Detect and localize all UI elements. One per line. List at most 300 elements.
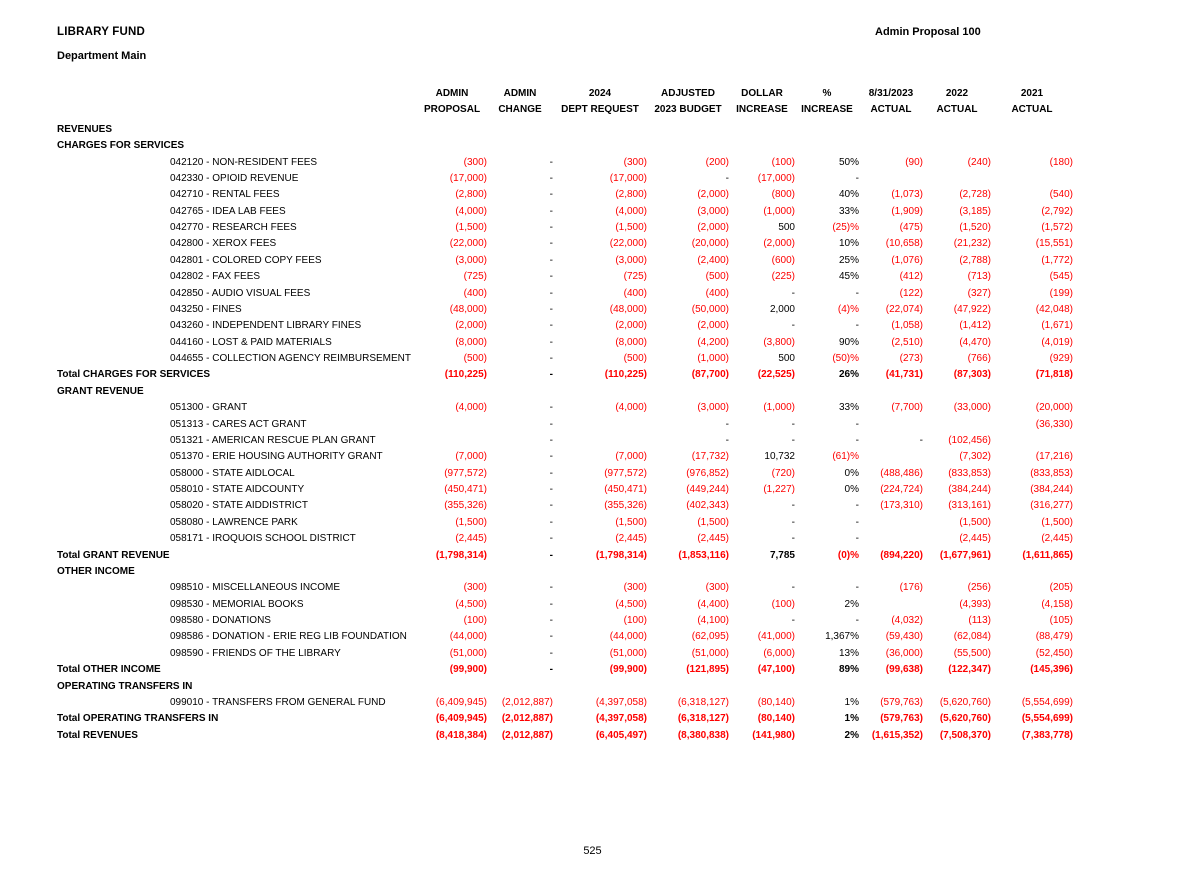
account-row — [57, 399, 1073, 415]
cell-value — [991, 563, 1073, 579]
account-label: 058080 - LAWRENCE PARK — [170, 516, 298, 528]
cell-value — [991, 170, 1073, 186]
cell-value: (449,244) — [686, 484, 729, 496]
account-row — [57, 203, 1073, 219]
cell-value: 33% — [838, 205, 859, 217]
account-row — [57, 334, 1073, 350]
cell-value: (3,000) — [615, 254, 647, 266]
account-label: OPERATING TRANSFERS IN — [57, 680, 193, 692]
cell-value: (1,000) — [697, 353, 729, 365]
cell-value: (36,000) — [885, 647, 923, 659]
account-label: 042802 - FAX FEES — [170, 271, 261, 283]
cell-value: (313,161) — [948, 500, 991, 512]
cell-value: (579,763) — [880, 696, 923, 708]
column-header: 2022 ACTUAL — [936, 88, 978, 116]
cell-value: - — [549, 467, 553, 479]
cell-value: (80,140) — [757, 713, 795, 725]
cell-value: (579,763) — [880, 713, 923, 725]
cell-value — [729, 563, 795, 579]
cell-value: (52,450) — [1035, 647, 1073, 659]
cell-value — [795, 678, 859, 694]
cell-value: (713) — [967, 271, 991, 283]
cell-value: (4)% — [837, 303, 859, 315]
cell-value — [729, 678, 795, 694]
cell-value: (1,500) — [455, 222, 487, 234]
cell-value: (1,500) — [959, 516, 991, 528]
cell-value: - — [919, 434, 923, 446]
cell-value: (1,412) — [959, 320, 991, 332]
account-label: 042765 - IDEA LAB FEES — [170, 205, 286, 217]
account-label: 042330 - OPIOID REVENUE — [170, 172, 299, 184]
cell-value: - — [549, 549, 553, 561]
cell-value: (6,405,497) — [595, 729, 647, 741]
cell-value: (5,620,760) — [939, 713, 991, 725]
cell-value: 1% — [844, 696, 859, 708]
cell-value — [553, 563, 647, 579]
account-label: 058020 - STATE AIDDISTRICT — [170, 500, 309, 512]
cell-value: (500) — [463, 353, 487, 365]
cell-value — [923, 416, 991, 432]
cell-value: - — [549, 189, 553, 201]
cell-value: (2,510) — [891, 336, 923, 348]
cell-value: (475) — [899, 222, 923, 234]
cell-value: (1,772) — [1041, 254, 1073, 266]
cell-value — [647, 563, 729, 579]
account-label: 042800 - XEROX FEES — [170, 238, 277, 250]
cell-value: - — [549, 287, 553, 299]
cell-value — [859, 563, 923, 579]
cell-value: (4,393) — [959, 598, 991, 610]
cell-value: - — [855, 582, 859, 594]
cell-value: 2% — [844, 729, 859, 741]
cell-value: (4,200) — [697, 336, 729, 348]
cell-value: (21,232) — [953, 238, 991, 250]
section-header-row — [57, 121, 1073, 137]
cell-value — [553, 416, 647, 432]
cell-value: (1,073) — [891, 189, 923, 201]
account-row — [57, 612, 1073, 628]
cell-value: (4,000) — [615, 402, 647, 414]
cell-value: (224,724) — [880, 484, 923, 496]
cell-value: - — [855, 418, 859, 430]
cell-value: (720) — [771, 467, 795, 479]
cell-value: - — [855, 615, 859, 627]
cell-value: 500 — [778, 222, 795, 234]
cell-value: (51,000) — [449, 647, 487, 659]
cell-value: (2,792) — [1041, 205, 1073, 217]
cell-value: (2,000) — [455, 320, 487, 332]
column-header: 2024 DEPT REQUEST — [561, 88, 639, 116]
cell-value: (8,000) — [615, 336, 647, 348]
cell-value — [417, 383, 487, 399]
cell-value: (6,409,945) — [435, 696, 487, 708]
cell-value: 50% — [838, 156, 859, 168]
cell-value: (8,000) — [455, 336, 487, 348]
cell-value: (1,611,865) — [1022, 549, 1073, 561]
cell-value: - — [725, 172, 729, 184]
cell-value: 1,367% — [825, 631, 859, 643]
cell-value: (20,000) — [1035, 402, 1073, 414]
cell-value — [417, 563, 487, 579]
cell-value: - — [549, 500, 553, 512]
cell-value: (51,000) — [609, 647, 647, 659]
cell-value: - — [549, 664, 553, 676]
cell-value: (48,000) — [609, 303, 647, 315]
cell-value — [859, 514, 923, 530]
cell-value: (36,330) — [1035, 418, 1073, 430]
cell-value: (7,302) — [959, 451, 991, 463]
cell-value — [417, 432, 487, 448]
cell-value: (145,396) — [1030, 664, 1073, 676]
section-header-row — [57, 137, 1073, 153]
admin-proposal-label: Admin Proposal 100 — [875, 26, 981, 38]
cell-value: (500) — [623, 353, 647, 365]
cell-value: (225) — [771, 271, 795, 283]
cell-value: (47,922) — [953, 303, 991, 315]
cell-value: (800) — [771, 189, 795, 201]
cell-value: (256) — [967, 582, 991, 594]
cell-value: (6,000) — [763, 647, 795, 659]
cell-value: (7,508,370) — [939, 729, 991, 741]
account-row — [57, 317, 1073, 333]
total-row — [57, 661, 1073, 677]
cell-value: (1,500) — [1041, 516, 1073, 528]
cell-value: 45% — [838, 271, 859, 283]
account-row — [57, 514, 1073, 530]
cell-value — [553, 121, 647, 137]
cell-value: (99,900) — [449, 664, 487, 676]
account-label: 051370 - ERIE HOUSING AUTHORITY GRANT — [170, 451, 383, 463]
cell-value: (316,277) — [1030, 500, 1073, 512]
column-header: ADMIN PROPOSAL — [423, 88, 481, 116]
cell-value — [487, 121, 553, 137]
cell-value — [553, 678, 647, 694]
cell-value: - — [855, 172, 859, 184]
cell-value — [859, 383, 923, 399]
cell-value: (2,012,887) — [501, 713, 553, 725]
cell-value: (7,383,778) — [1021, 729, 1073, 741]
cell-value: - — [855, 320, 859, 332]
cell-value: (10,658) — [885, 238, 923, 250]
cell-value — [859, 678, 923, 694]
cell-value — [859, 121, 923, 137]
cell-value: 33% — [838, 402, 859, 414]
cell-value: (22,000) — [609, 238, 647, 250]
cell-value: (100) — [463, 615, 487, 627]
cell-value: (59,430) — [885, 631, 923, 643]
cell-value: (100) — [771, 598, 795, 610]
account-row — [57, 481, 1073, 497]
cell-value: - — [549, 631, 553, 643]
cell-value: (44,000) — [449, 631, 487, 643]
cell-value: (977,572) — [444, 467, 487, 479]
cell-value: (300) — [463, 156, 487, 168]
cell-value: (100) — [623, 615, 647, 627]
cell-value — [991, 121, 1073, 137]
cell-value: (600) — [771, 254, 795, 266]
cell-value: - — [549, 582, 553, 594]
cell-value: (1,500) — [697, 516, 729, 528]
cell-value: (2,445) — [697, 533, 729, 545]
cell-value: (300) — [705, 582, 729, 594]
cell-value: (300) — [463, 582, 487, 594]
total-row — [57, 727, 1073, 743]
cell-value: (4,100) — [697, 615, 729, 627]
cell-value: (87,700) — [691, 369, 729, 381]
cell-value: (88,479) — [1035, 631, 1073, 643]
account-row — [57, 268, 1073, 284]
cell-value: (400) — [623, 287, 647, 299]
cell-value: - — [855, 516, 859, 528]
cell-value: - — [549, 402, 553, 414]
column-header: % INCREASE — [801, 88, 853, 116]
cell-value: (1,000) — [763, 402, 795, 414]
cell-value: (22,074) — [885, 303, 923, 315]
cell-value: (80,140) — [757, 696, 795, 708]
cell-value — [991, 678, 1073, 694]
cell-value: - — [549, 451, 553, 463]
cell-value: - — [791, 582, 795, 594]
cell-value: (273) — [899, 353, 923, 365]
cell-value — [487, 383, 553, 399]
cell-value: (122,347) — [948, 664, 991, 676]
section-header-row — [57, 678, 1073, 694]
cell-value: (3,000) — [697, 205, 729, 217]
cell-value: (1,058) — [891, 320, 923, 332]
account-label: 043260 - INDEPENDENT LIBRARY FINES — [170, 320, 362, 332]
cell-value: - — [791, 615, 795, 627]
page-number: 525 — [583, 845, 602, 857]
cell-value: (1,000) — [763, 205, 795, 217]
cell-value: (33,000) — [953, 402, 991, 414]
cell-value: (450,471) — [444, 484, 487, 496]
account-row — [57, 235, 1073, 251]
cell-value: (7,000) — [455, 451, 487, 463]
cell-value — [923, 383, 991, 399]
cell-value: (1,520) — [959, 222, 991, 234]
cell-value: (412) — [899, 271, 923, 283]
account-label: 058010 - STATE AIDCOUNTY — [170, 484, 305, 496]
account-label: Total GRANT REVENUE — [57, 549, 170, 561]
total-row — [57, 710, 1073, 726]
cell-value: (545) — [1049, 271, 1073, 283]
cell-value — [923, 170, 991, 186]
cell-value: (4,000) — [455, 205, 487, 217]
cell-value — [923, 137, 991, 153]
cell-value: - — [791, 418, 795, 430]
cell-value: - — [791, 287, 795, 299]
cell-value: (50)% — [832, 353, 859, 365]
cell-value: (384,244) — [1030, 484, 1073, 496]
cell-value: (61)% — [832, 451, 859, 463]
cell-value: - — [855, 533, 859, 545]
cell-value: (300) — [623, 156, 647, 168]
cell-value: (833,853) — [948, 467, 991, 479]
column-header: ADJUSTED 2023 BUDGET — [654, 88, 722, 116]
account-row — [57, 432, 1073, 448]
cell-value: (110,225) — [604, 369, 647, 381]
account-label: GRANT REVENUE — [57, 385, 144, 397]
cell-value: (1,798,314) — [435, 549, 487, 561]
cell-value — [795, 383, 859, 399]
cell-value: (113) — [968, 615, 991, 627]
cell-value: (4,158) — [1041, 598, 1073, 610]
cell-value — [859, 170, 923, 186]
cell-value: (500) — [705, 271, 729, 283]
cell-value: (402,343) — [686, 500, 729, 512]
account-row — [57, 645, 1073, 661]
cell-value: (2,000) — [763, 238, 795, 250]
cell-value: (105) — [1049, 615, 1073, 627]
account-label: REVENUES — [57, 123, 113, 135]
account-label: Total REVENUES — [57, 729, 138, 741]
cell-value: (2,788) — [959, 254, 991, 266]
cell-value: (1,500) — [615, 222, 647, 234]
cell-value: (4,500) — [615, 598, 647, 610]
cell-value — [859, 596, 923, 612]
cell-value: (2,445) — [615, 533, 647, 545]
cell-value: 89% — [838, 664, 859, 676]
cell-value: (17,216) — [1035, 451, 1073, 463]
account-label: 058000 - STATE AIDLOCAL — [170, 467, 295, 479]
cell-value — [647, 137, 729, 153]
column-header: DOLLAR INCREASE — [736, 88, 788, 116]
cell-value — [487, 678, 553, 694]
cell-value: (22,525) — [757, 369, 795, 381]
cell-value: (2,000) — [697, 222, 729, 234]
cell-value: (4,019) — [1041, 336, 1073, 348]
account-row — [57, 448, 1073, 464]
cell-value: (4,500) — [455, 598, 487, 610]
cell-value — [417, 137, 487, 153]
department-subtitle: Department Main — [57, 50, 147, 62]
cell-value: (725) — [463, 271, 487, 283]
cell-value: (176) — [899, 582, 923, 594]
cell-value: 90% — [838, 336, 859, 348]
cell-value: (121,895) — [686, 664, 729, 676]
account-label: 042770 - RESEARCH FEES — [170, 222, 297, 234]
cell-value: (929) — [1049, 353, 1073, 365]
cell-value: (2,000) — [697, 189, 729, 201]
account-label: Total OTHER INCOME — [57, 664, 161, 676]
cell-value: - — [855, 287, 859, 299]
cell-value: - — [791, 516, 795, 528]
cell-value: (102,456) — [948, 434, 991, 446]
cell-value: 10,732 — [764, 451, 795, 463]
cell-value: - — [549, 205, 553, 217]
cell-value: - — [549, 336, 553, 348]
account-row — [57, 350, 1073, 366]
cell-value: (400) — [705, 287, 729, 299]
cell-value — [729, 137, 795, 153]
cell-value — [923, 563, 991, 579]
cell-value: (1,671) — [1041, 320, 1073, 332]
cell-value: - — [549, 418, 553, 430]
cell-value: - — [791, 500, 795, 512]
account-row — [57, 465, 1073, 481]
cell-value: (7,000) — [615, 451, 647, 463]
account-label: 098510 - MISCELLANEOUS INCOME — [170, 582, 341, 594]
cell-value: 40% — [838, 189, 859, 201]
cell-value: (100) — [771, 156, 795, 168]
cell-value: (62,095) — [691, 631, 729, 643]
fund-title: LIBRARY FUND — [57, 26, 146, 38]
cell-value — [417, 121, 487, 137]
column-header: ADMIN CHANGE — [498, 88, 542, 116]
cell-value: - — [725, 434, 729, 446]
cell-value: - — [549, 533, 553, 545]
cell-value: (1,853,116) — [678, 549, 729, 561]
cell-value: (110,225) — [444, 369, 487, 381]
cell-value: (3,185) — [959, 205, 991, 217]
cell-value: 2% — [844, 598, 859, 610]
cell-value: (384,244) — [948, 484, 991, 496]
cell-value: 1% — [844, 713, 859, 725]
cell-value — [923, 121, 991, 137]
account-label: 044160 - LOST & PAID MATERIALS — [170, 336, 332, 348]
account-label: 098586 - DONATION - ERIE REG LIB FOUNDATION — [170, 631, 407, 643]
cell-value: 500 — [778, 353, 795, 365]
header-spacer — [57, 86, 417, 119]
account-row — [57, 219, 1073, 235]
cell-value — [553, 137, 647, 153]
cell-value: 0% — [844, 467, 859, 479]
cell-value: (0)% — [837, 549, 859, 561]
cell-value: (62,084) — [953, 631, 991, 643]
cell-value: - — [549, 320, 553, 332]
cell-value: (3,800) — [763, 336, 795, 348]
cell-value — [859, 530, 923, 546]
cell-value: 10% — [838, 238, 859, 250]
account-row — [57, 596, 1073, 612]
cell-value: (8,380,838) — [677, 729, 729, 741]
cell-value — [991, 432, 1073, 448]
cell-value: (2,000) — [697, 320, 729, 332]
account-label: 042801 - COLORED COPY FEES — [170, 254, 322, 266]
cell-value: (42,048) — [1035, 303, 1073, 315]
account-row — [57, 694, 1073, 710]
cell-value: (1,798,314) — [595, 549, 647, 561]
column-header: 2021 ACTUAL — [1011, 88, 1053, 116]
account-label: 098590 - FRIENDS OF THE LIBRARY — [170, 647, 341, 659]
cell-value: (400) — [463, 287, 487, 299]
cell-value: 0% — [844, 484, 859, 496]
cell-value: (2,800) — [615, 189, 647, 201]
cell-value: (8,418,384) — [435, 729, 487, 741]
account-row — [57, 530, 1073, 546]
cell-value: (41,731) — [885, 369, 923, 381]
cell-value: (5,620,760) — [939, 696, 991, 708]
cell-value: (2,012,887) — [501, 696, 553, 708]
cell-value: (17,000) — [449, 172, 487, 184]
cell-value — [553, 383, 647, 399]
cell-value — [795, 137, 859, 153]
cell-value: (122) — [899, 287, 923, 299]
total-row — [57, 547, 1073, 563]
cell-value: (44,000) — [609, 631, 647, 643]
cell-value: - — [549, 238, 553, 250]
cell-value: - — [549, 172, 553, 184]
account-label: 043250 - FINES — [170, 303, 242, 315]
cell-value: 13% — [838, 647, 859, 659]
cell-value: (199) — [1049, 287, 1073, 299]
cell-value — [795, 121, 859, 137]
cell-value: (450,471) — [604, 484, 647, 496]
cell-value: (4,470) — [959, 336, 991, 348]
account-label: 044655 - COLLECTION AGENCY REIMBURSEMENT — [170, 353, 411, 365]
cell-value: (6,409,945) — [435, 713, 487, 725]
cell-value: (141,980) — [752, 729, 795, 741]
